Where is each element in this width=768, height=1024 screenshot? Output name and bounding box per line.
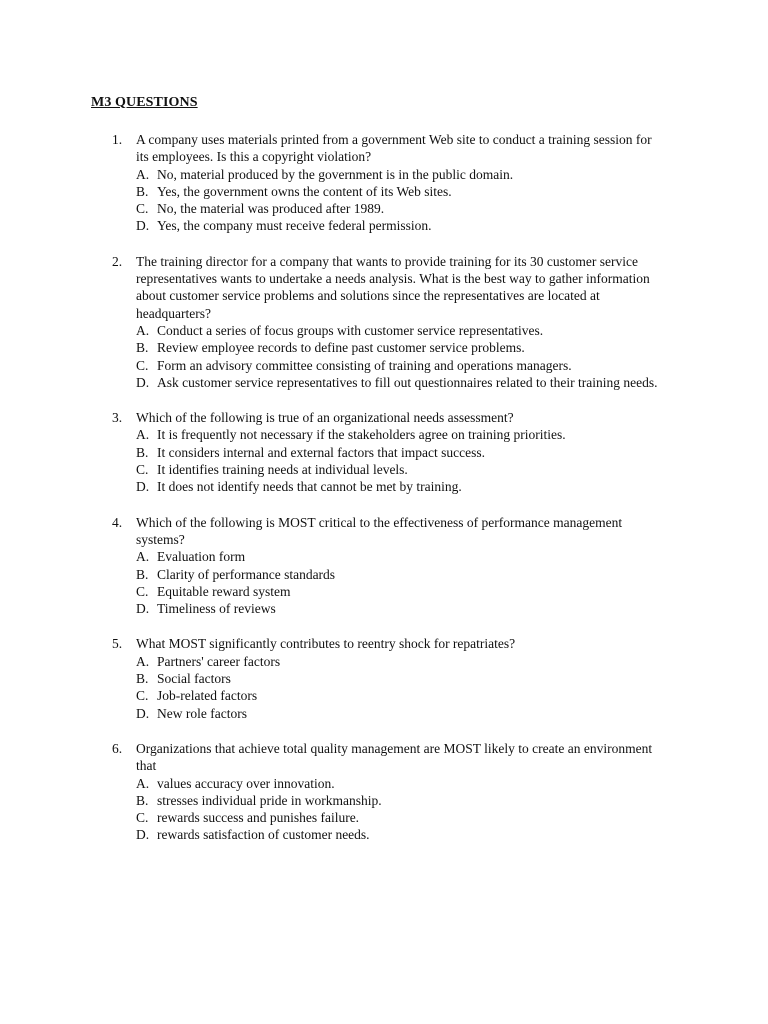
option-text: No, material produced by the government is in the public domain. (157, 166, 514, 182)
answer-option (0, 826, 768, 843)
question-text-line: Which of the following is true of an organizational needs assessment? (136, 410, 514, 426)
answer-option (0, 444, 768, 461)
option-text: It considers internal and external factors that impact success. (157, 444, 486, 460)
answer-options (0, 322, 768, 391)
option-letter: B. (136, 444, 149, 460)
answer-option (0, 478, 768, 495)
option-letter: C. (136, 688, 149, 704)
option-letter: B. (136, 792, 149, 808)
option-letter: C. (136, 810, 149, 826)
option-text: Yes, the company must receive federal permission. (157, 218, 432, 234)
page-title: M3 QUESTIONS (91, 95, 198, 110)
option-text: New role factors (157, 705, 247, 721)
option-text: Job-related factors (157, 688, 258, 704)
option-letter: A. (136, 427, 150, 443)
question-text-line: that (136, 758, 157, 774)
question-text-line: A company uses materials printed from a government Web site to conduct a training session for (136, 132, 652, 147)
option-letter: B. (136, 340, 149, 356)
option-text: Clarity of performance standards (157, 566, 336, 582)
option-letter: A. (136, 549, 150, 565)
answer-options (0, 166, 768, 235)
answer-option (0, 670, 768, 687)
question-text-line: its employees. Is this a copyright violation? (136, 149, 372, 165)
option-text: No, the material was produced after 1989. (157, 201, 385, 217)
option-text: Evaluation form (157, 549, 246, 565)
option-letter: D. (136, 705, 150, 721)
option-text: Review employee records to define past customer service problems. (157, 340, 525, 356)
answer-option (0, 322, 768, 339)
answer-option (0, 548, 768, 565)
answer-options (0, 426, 768, 495)
option-text: It identifies training needs at individual levels. (157, 462, 408, 478)
question-list (0, 131, 768, 862)
question-text-line: about customer service problems and solutions since the representatives are located at (136, 288, 600, 304)
answer-option (0, 600, 768, 617)
option-letter: C. (136, 201, 149, 217)
answer-option (0, 653, 768, 670)
answer-options (0, 775, 768, 844)
option-text: Ask customer service representatives to fill out questionnaires related to their training needs. (157, 374, 658, 390)
option-letter: A. (136, 775, 150, 791)
answer-option (0, 792, 768, 809)
answer-option (0, 687, 768, 704)
option-text: Equitable reward system (157, 583, 291, 599)
question-text-line: What MOST significantly contributes to reentry shock for repatriates? (136, 636, 516, 652)
option-letter: D. (136, 827, 150, 843)
option-letter: D. (136, 218, 150, 234)
question-number: 1. (112, 132, 123, 147)
question-item (0, 131, 768, 235)
option-letter: B. (136, 566, 149, 582)
answer-options (0, 653, 768, 722)
option-text: Social factors (157, 671, 231, 687)
answer-option (0, 374, 768, 391)
answer-option (0, 217, 768, 234)
question-item (0, 740, 768, 844)
answer-option (0, 200, 768, 217)
option-letter: C. (136, 583, 149, 599)
answer-option (0, 339, 768, 356)
option-letter: D. (136, 479, 150, 495)
option-letter: B. (136, 671, 149, 687)
option-text: values accuracy over innovation. (157, 775, 335, 791)
question-item (0, 409, 768, 495)
question-number: 5. (112, 636, 123, 652)
answer-option (0, 166, 768, 183)
answer-option (0, 705, 768, 722)
question-number: 2. (112, 253, 123, 269)
answer-option (0, 775, 768, 792)
answer-option (0, 357, 768, 374)
option-letter: A. (136, 653, 150, 669)
question-item (0, 253, 768, 391)
option-letter: A. (136, 322, 150, 338)
option-text: rewards satisfaction of customer needs. (157, 827, 370, 843)
option-letter: D. (136, 601, 150, 617)
question-text-line: The training director for a company that wants to provide training for its 30 customer service (136, 253, 638, 269)
answer-options (0, 548, 768, 617)
option-text: Yes, the government owns the content of its Web sites. (157, 183, 452, 199)
question-text-line: representatives wants to undertake a needs analysis. What is the best way to gather information (136, 271, 650, 287)
option-letter: C. (136, 462, 149, 478)
question-text-line: systems? (136, 531, 185, 547)
answer-option (0, 461, 768, 478)
option-text: Form an advisory committee consisting of training and operations managers. (157, 357, 572, 373)
answer-option (0, 809, 768, 826)
option-letter: A. (136, 166, 150, 182)
answer-option (0, 426, 768, 443)
option-text: stresses individual pride in workmanship. (157, 792, 382, 808)
question-number: 4. (112, 514, 123, 530)
question-text-line: Which of the following is MOST critical to the effectiveness of performance management (136, 514, 623, 530)
answer-option (0, 183, 768, 200)
option-text: rewards success and punishes failure. (157, 810, 360, 826)
question-number: 6. (112, 740, 123, 756)
option-text: Conduct a series of focus groups with customer service representatives. (157, 322, 544, 338)
option-letter: C. (136, 357, 149, 373)
option-text: Partners' career factors (157, 653, 281, 669)
option-text: Timeliness of reviews (157, 601, 276, 617)
option-letter: D. (136, 374, 150, 390)
question-item (0, 514, 768, 618)
answer-option (0, 566, 768, 583)
option-text: It is frequently not necessary if the stakeholders agree on training priorities. (157, 427, 566, 443)
option-letter: B. (136, 183, 149, 199)
option-text: It does not identify needs that cannot be met by training. (157, 479, 462, 495)
question-number: 3. (112, 410, 123, 426)
question-item (0, 635, 768, 721)
question-text-line: headquarters? (136, 305, 211, 321)
question-text-line: Organizations that achieve total quality management are MOST likely to create an environment (136, 740, 653, 756)
answer-option (0, 583, 768, 600)
